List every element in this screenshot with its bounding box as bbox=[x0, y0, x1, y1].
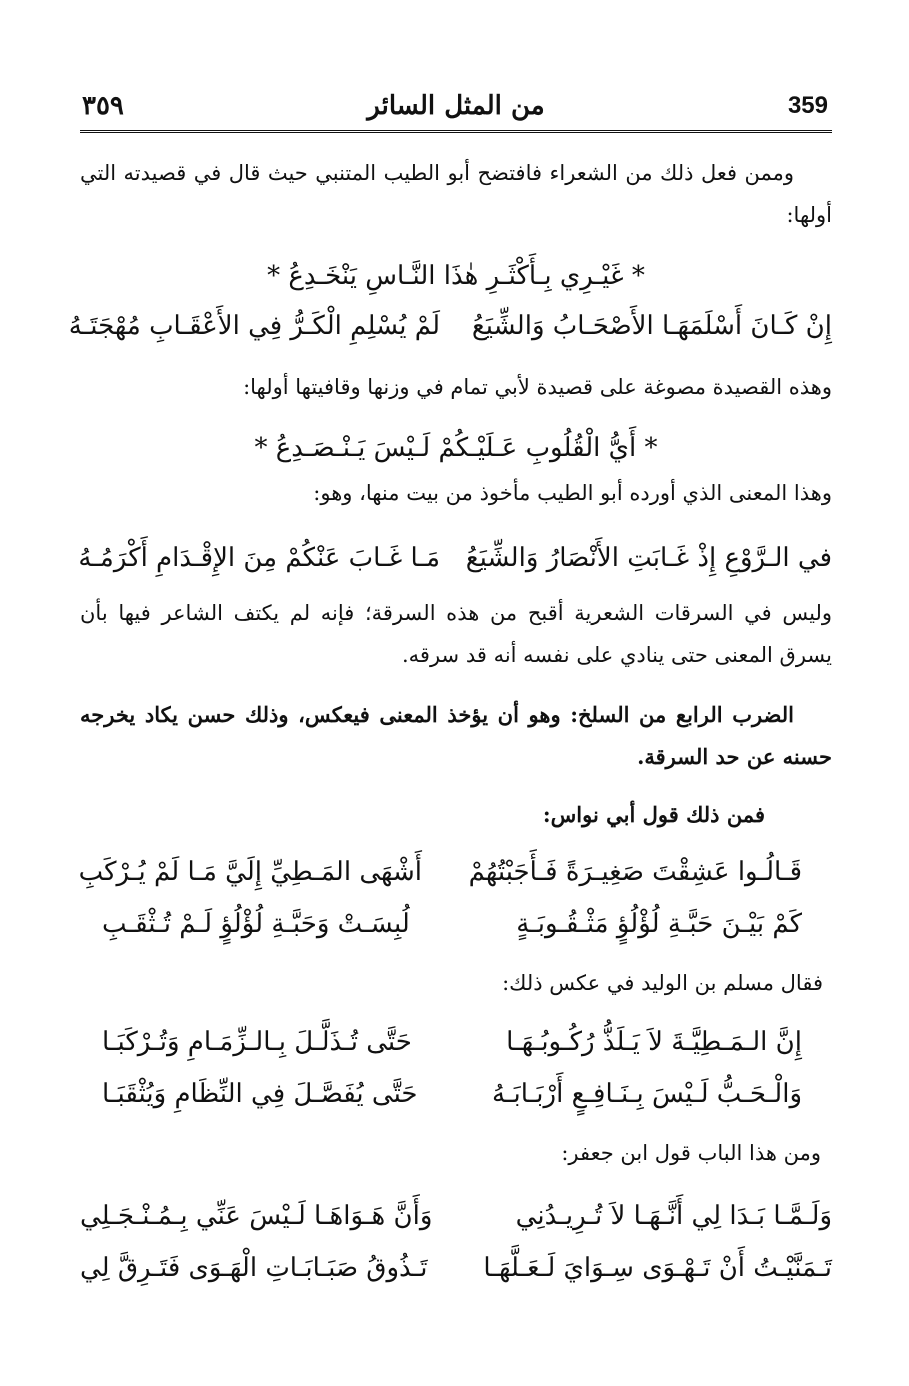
verse-hemistich-first: إِنَّ الـمَـطِيَّـةَ لاَ يَـلَذُّ رُكُـوبُـهَـا bbox=[506, 1027, 802, 1057]
verse-line-9 bbox=[80, 1196, 832, 1236]
verse-hemistich-first: قَـالُـوا عَشِقْتَ صَغِيـرَةً فَـأَجَبْتُهُمْ bbox=[468, 857, 802, 887]
page-header bbox=[80, 82, 832, 133]
verse-hemistich-second: أَشْهَى المَـطِيِّ إِلَيَّ مَـا لَمْ يُـرْكَبِ bbox=[78, 857, 422, 887]
verse-line-8 bbox=[80, 1074, 832, 1114]
paragraph-3: وهذا المعنى الذي أورده أبو الطيب مأخوذ من بيت منها، وهو: bbox=[313, 481, 832, 505]
paragraph-4: وليس في السرقات الشعرية أقبح من هذه السرقة؛ فإنه لم يكتف الشاعر فيها بأن يسرق المعنى حتى ينادي على نفسه أنه قد سرقه. bbox=[80, 601, 832, 667]
paragraph-2: وهذه القصيدة مصوغة على قصيدة لأبي تمام في وزنها وقافيتها أولها: bbox=[243, 375, 832, 399]
page-number: 359 bbox=[787, 92, 828, 119]
paragraph-5: الضرب الرابع من السلخ: وهو أن يؤخذ المعنى فيعكس، وذلك حسن يكاد يخرجه حسنه عن حد السرقة. bbox=[80, 702, 832, 769]
verse-hemistich-first: تَـمَنَّيْـتُ أَنْ تَـهْـوَى سِـوَايَ لَـعَـلَّهَـا bbox=[483, 1253, 832, 1283]
intro-muslim: فقال مسلم بن الوليد في عكس ذلك: bbox=[502, 971, 823, 995]
verse-hemistich-second: حَتَّى تُـذَلَّـلَ بِـالـزِّمَـامِ وَتُـرْكَبَـا bbox=[102, 1027, 412, 1057]
verse-hemistich-second: حَتَّى يُفَصَّـلَ فِي النِّظَامِ وَيُثْقَبَـا bbox=[102, 1079, 418, 1109]
intro-abu-nuwas: فمن ذلك قول أبي نواس: bbox=[542, 802, 765, 827]
verse-hemistich-first: إِنْ كَـانَ أَسْلَمَهَـا الأَصْحَـابُ وَالشِّيَعُ bbox=[471, 311, 832, 341]
running-title: من المثل السائر bbox=[367, 91, 545, 121]
verse-line-6 bbox=[80, 904, 832, 944]
verse-hemistich-second: مَـا غَـابَ عَنْكُمْ مِنَ الإِقْـدَامِ أَكْرَمُـهُ bbox=[78, 543, 440, 573]
verse-line-10 bbox=[80, 1248, 832, 1288]
verse-hemistich-second: تَـذُوقُ صَبَـابَـاتِ الْهَـوَى فَتَـرِقَّ لِي bbox=[80, 1253, 428, 1283]
verse-hemistich-second: وَأَنَّ هَـوَاهَـا لَـيْسَ عَنِّي بِـمُـنْـجَـلِي bbox=[80, 1201, 433, 1231]
verse-line-5 bbox=[80, 852, 832, 892]
verse-hemistich-first: في الـرَّوْعِ إِذْ غَـابَتِ الأَنْصَارُ وَالشِّيَعُ bbox=[465, 543, 832, 573]
verse-hemistich-first: كَمْ بَيْـنَ حَبَّـةِ لُؤْلُؤٍ مَثْـقُـوبَـةٍ bbox=[516, 909, 802, 939]
verse-hemistich-first: وَالْـحَـبُّ لَـيْسَ بِـنَـافِـعٍ أَرْبَـابَـهُ bbox=[491, 1079, 802, 1109]
verse-hemistich-second: لَمْ يُسْلِمِ الْكَـرُّ فِي الأَعْقَـابِ مُهْجَتَـهُ bbox=[68, 311, 440, 341]
verse-hemistich-second: لُبِسَـتْ وَحَبَّـةِ لُؤْلُؤٍ لَـمْ تُـثْقَـبِ bbox=[102, 909, 410, 939]
verse-line-2 bbox=[68, 306, 832, 346]
verse-quote-1: * غَيْـرِي بِـأَكْثَـرِ هٰذَا النَّـاسِ يَنْخَـدِعُ * bbox=[267, 261, 645, 291]
verse-line-7 bbox=[80, 1022, 832, 1062]
page-number-arabic: ٣٥٩ bbox=[82, 91, 124, 121]
verse-quote-2: * أَيُّ الْقُلُوبِ عَـلَيْـكُمْ لَـيْسَ يَـنْـصَـدِعُ * bbox=[254, 433, 658, 463]
paragraph-1: وممن فعل ذلك من الشعراء فافتضح أبو الطيب المتنبي حيث قال في قصيدته التي أولها: bbox=[80, 161, 832, 227]
intro-ibn-jafar: ومن هذا الباب قول ابن جعفر: bbox=[561, 1141, 821, 1165]
verse-hemistich-first: وَلَـمَّـا بَـدَا لِي أَنَّـهَـا لاَ تُـرِيـدُنِي bbox=[515, 1201, 832, 1231]
verse-line-4 bbox=[80, 538, 832, 578]
